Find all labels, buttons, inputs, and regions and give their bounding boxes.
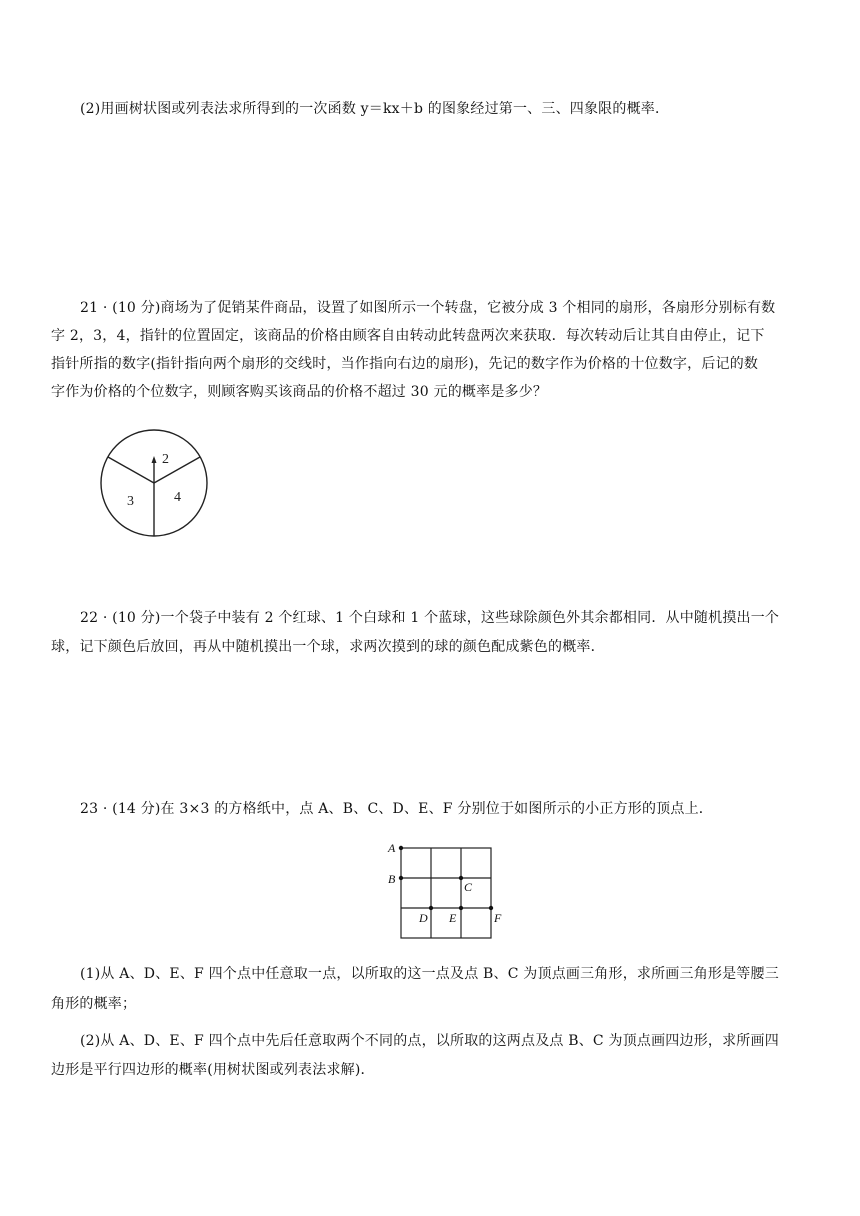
point-d <box>429 906 433 910</box>
point-e <box>459 906 463 910</box>
point-label-d: D <box>419 911 428 925</box>
point-label-a: A <box>388 841 396 855</box>
q22-text-line-2: 球，记下颜色后放回，再从中随机摸出一个球，求两次摸到的球的颜色配成紫色的概率． <box>51 639 605 655</box>
q23-part2-line-1: (2)从 A、D、E、F 四个点中先后任意取两个不同的点，以所取的这两点及点 B、C 为顶点画四边形，求所画四 <box>80 1033 779 1049</box>
point-label-c: C <box>464 880 473 894</box>
point-label-b: B <box>388 872 396 886</box>
q21-text-line-4: 字作为价格的个位数字，则顾客购买该商品的价格不超过 30 元的概率是多少？ <box>51 384 548 400</box>
q23-part1-line-1: (1)从 A、D、E、F 四个点中任意取一点，以所取的这一点及点 B、C 为顶点画三角形，求所画三角形是等腰三 <box>80 966 779 982</box>
q23-part2-line-2: 边形是平行四边形的概率(用树状图或列表法求解)． <box>51 1062 375 1078</box>
point-label-f: F <box>494 911 502 925</box>
point-a <box>399 846 403 850</box>
point-b <box>399 876 403 880</box>
q21-text-line-2: 字 2，3，4，指针的位置固定，该商品的价格由顾客自由转动此转盘两次来获取．每次转动后让其自由停止，记下 <box>51 328 765 344</box>
spinner-pointer-arrowhead <box>152 456 157 463</box>
spinner-label-top: 2 <box>162 452 169 467</box>
spinner-divider-right <box>154 457 200 483</box>
q21-text-line-3: 指针所指的数字(指针指向两个扇形的交线时，当作指向右边的扇形)，先记的数字作为价格的十位数字，后记的数 <box>51 356 759 372</box>
q22-text-line-1: 22 · (10 分)一个袋子中装有 2 个红球、1 个白球和 1 个蓝球，这些球除颜色外其余都相同．从中随机摸出一个 <box>80 610 780 626</box>
spinner-figure <box>96 426 214 540</box>
point-label-e: E <box>449 911 457 925</box>
point-c <box>459 876 463 880</box>
grid-lines <box>401 848 491 938</box>
spinner-label-right: 4 <box>174 490 181 505</box>
point-f <box>489 906 493 910</box>
q23-part1-line-2: 角形的概率； <box>51 996 137 1012</box>
spinner-label-left: 3 <box>127 494 134 509</box>
grid-figure <box>384 838 506 944</box>
spinner-divider-left <box>108 457 154 483</box>
q20-part2-text: (2)用画树状图或列表法求所得到的一次函数 y＝kx＋b 的图象经过第一、三、四象限的概率． <box>80 101 670 117</box>
q23-text-line-1: 23 · (14 分)在 3×3 的方格纸中，点 A、B、C、D、E、F 分别位于如图所示的小正方形的顶点上． <box>80 801 713 817</box>
q21-text-line-1: 21 · (10 分)商场为了促销某件商品，设置了如图所示一个转盘，它被分成 3 个相同的扇形，各扇形分别标有数 <box>80 300 776 316</box>
